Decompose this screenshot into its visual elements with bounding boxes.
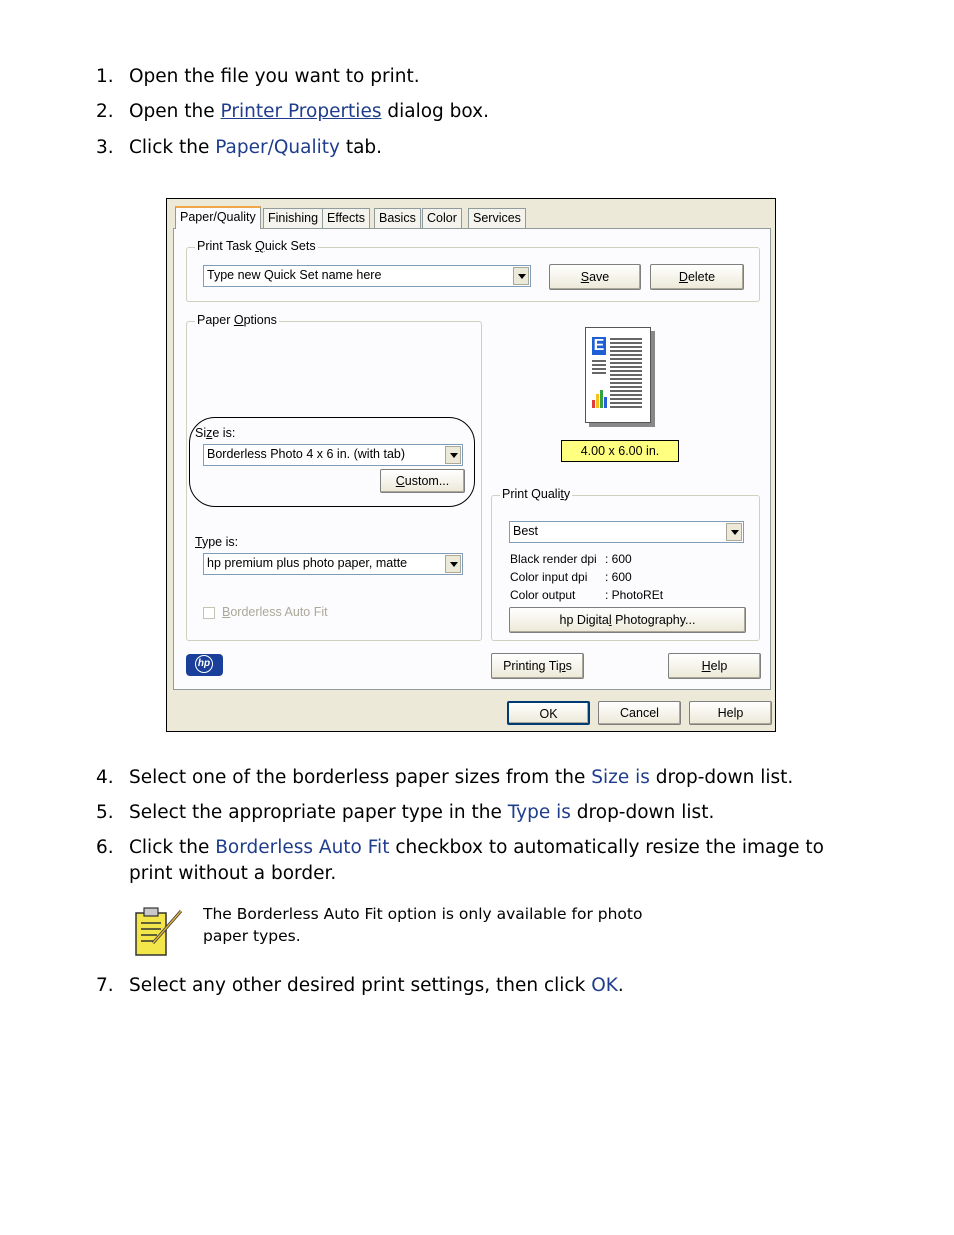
step-text [129,800,849,826]
note-line: The Borderless Auto Fit option is only available for photo [203,905,643,923]
hp-logo [186,654,223,676]
printer-properties-link[interactable]: Printer Properties [220,101,382,122]
step-text-after: checkbox to automatically resize the image to print without a border. [129,837,824,884]
tab-services[interactable]: Services [468,208,526,228]
step-number: 5. [96,802,114,823]
paper-quality-keyword: Paper/Quality [215,137,340,158]
paper-options-label: Paper Options [197,313,277,327]
type-is-keyword: Type is [507,802,571,823]
step-text-after: dialog box. [381,101,489,122]
print-quality-label: Print Quality [502,487,571,501]
print-quality-group [491,487,760,641]
chevron-down-icon[interactable] [726,523,742,541]
print-quality-value: Best [513,524,539,538]
delete-button[interactable]: Delete [650,264,744,290]
step-text-before: Open the [129,101,221,122]
tab-finishing[interactable]: Finishing [263,208,323,228]
black-dpi-label: Black render dpi [510,552,597,566]
type-label: Type is: [195,535,239,549]
borderless-autofit-label: Borderless Auto Fit [222,605,328,619]
save-button[interactable]: Save [549,264,641,290]
ok-button[interactable]: OK [507,701,590,725]
step-text [129,835,849,887]
print-quality-combo[interactable] [509,521,744,543]
printing-tips-button[interactable]: Printing Tips [491,653,584,679]
preview-letter-icon: E [593,337,605,354]
digital-photography-button[interactable]: hp Digital Photography... [509,607,746,633]
step-text [129,765,849,791]
step-text [129,135,849,161]
step-text: Open the file you want to print. [129,66,420,87]
color-dpi-value: : 600 [605,570,632,584]
step-number: 6. [96,837,114,858]
color-dpi-label: Color input dpi [510,570,588,584]
step-text-before: Select the appropriate paper type in the [129,802,508,823]
page-preview [585,327,651,423]
paper-options-group [186,313,482,641]
quick-set-value: Type new Quick Set name here [207,268,382,282]
step-number: 1. [96,66,114,87]
size-label: Size is: [195,426,236,440]
step-text-before: Click the [129,137,216,158]
step-text-after: drop-down list. [570,802,715,823]
step-text [129,99,849,125]
tab-panel [173,228,771,690]
step-text-before: Click the [129,837,216,858]
cancel-button[interactable]: Cancel [598,701,681,725]
step-number: 2. [96,101,114,122]
ok-keyword: OK [591,975,618,996]
hp-logo-text: hp [195,655,213,673]
quick-set-combo[interactable] [203,265,531,287]
step-text-after: tab. [339,137,383,158]
preview-size-label: 4.00 x 6.00 in. [561,440,679,462]
borderless-autofit-checkbox[interactable] [203,607,215,619]
preview-text-lines [610,338,642,410]
chevron-down-icon[interactable] [513,267,529,285]
chevron-down-icon[interactable] [445,555,461,573]
quick-sets-group [186,239,760,302]
tab-effects[interactable]: Effects [322,208,370,228]
color-output-label: Color output [510,588,576,602]
size-combo[interactable] [203,444,463,466]
tab-paper-quality[interactable]: Paper/Quality [175,206,261,229]
note-text [203,903,642,947]
quick-sets-label: Print Task Quick Sets [197,239,316,253]
step-number: 4. [96,767,114,788]
step-text-after: drop-down list. [649,767,794,788]
step-text [129,973,849,999]
type-combo[interactable] [203,553,463,575]
step-number: 7. [96,975,114,996]
color-output-value: : PhotoREt [605,588,664,602]
preview-text-lines [592,360,606,374]
borderless-auto-fit-keyword: Borderless Auto Fit [215,837,390,858]
tab-color[interactable]: Color [422,208,462,228]
step-text-before: Select one of the borderless paper sizes from the [129,767,592,788]
size-is-keyword: Size is [591,767,650,788]
step-text-before: Select any other desired print settings, then click [129,975,592,996]
size-value: Borderless Photo 4 x 6 in. (with tab) [207,447,406,461]
step-number: 3. [96,137,114,158]
help-button[interactable]: Help [689,701,772,725]
preview-chart-icon [592,388,608,408]
custom-button[interactable]: Custom... [380,469,465,493]
note-icon [133,905,185,959]
chevron-down-icon[interactable] [445,446,461,464]
printer-properties-dialog [166,198,776,732]
note-line: paper types. [203,927,301,945]
black-dpi-value: : 600 [605,552,632,566]
step-text-after: . [617,975,624,996]
type-value: hp premium plus photo paper, matte [207,556,408,570]
help-inner-button[interactable]: Help [668,653,761,679]
tab-basics[interactable]: Basics [374,208,421,228]
